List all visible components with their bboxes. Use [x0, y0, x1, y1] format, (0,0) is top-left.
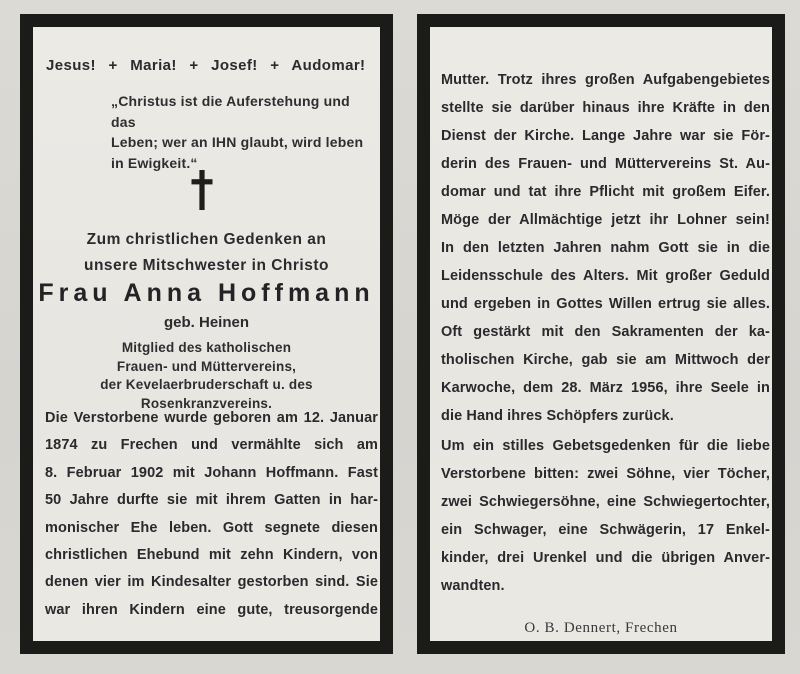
quote-line: in Ewigkeit.“ — [111, 154, 198, 171]
text-line: 50 Jahre durfte sie mit ihrem Gatten in har- — [45, 492, 378, 509]
membership-line: Mitglied des katholischen — [121, 340, 292, 355]
memorial-cross-icon — [189, 170, 215, 210]
text-line: zwei Schwiegersöhne, eine Schwiegertochter, — [441, 494, 770, 510]
maiden-name: geb. Heinen — [163, 314, 249, 331]
text-line: derin des Frauen- und Müttervereins St. Au- — [441, 156, 770, 172]
text-line: Leidensschule des Alters. Mit großer Geduld — [441, 268, 770, 284]
text-line: Dienst der Kirche. Lange Jahre war sie För- — [441, 128, 770, 144]
text-line: denen vier im Kindesalter gestorben sind. Sie — [45, 574, 378, 591]
printer-imprint: O. B. Dennert, Frechen — [524, 620, 678, 636]
text-line: Oft gestärkt mit den Sakramenten der ka- — [441, 324, 770, 340]
text-line: 8. Februar 1902 mit Johann Hoffmann. Fast — [45, 464, 378, 481]
biography-paragraph-left — [45, 405, 378, 624]
scripture-quote — [111, 91, 373, 173]
text-line: Karwoche, dem 28. März 1956, ihre Seele in — [441, 380, 770, 396]
text-line: stellte sie darüber hinaus ihre Kräfte in den — [441, 100, 770, 116]
text-line: tholischen Kirche, gab sie am Mittwoch der — [441, 352, 770, 368]
text-line: Möge der Allmächtige jetzt ihr Lohner sein! — [441, 212, 770, 228]
membership-line: der Kevelaerbruderschaft u. des Rosenkranzvereins. — [100, 377, 313, 411]
biography-paragraph-right — [441, 66, 770, 430]
dedication-lines — [33, 227, 380, 279]
text-line: war ihren Kindern eine gute, treusorgende — [45, 601, 378, 618]
text-line: Mutter. Trotz ihres großen Aufgabengebietes — [441, 72, 770, 88]
text-line: ein Schwager, eine Schwägerin, 17 Enkel- — [441, 522, 770, 538]
right-page — [417, 14, 785, 654]
text-line: 1874 zu Frechen und vermählte sich am — [45, 437, 378, 454]
deceased-name: Frau Anna Hoffmann — [38, 279, 375, 307]
left-page — [20, 14, 393, 654]
membership-line: Frauen- und Müttervereins, — [116, 358, 297, 374]
dedication-line: unsere Mitschwester in Christo — [84, 257, 329, 274]
prayer-request-paragraph — [441, 432, 770, 600]
left-page-inner — [33, 27, 380, 641]
dedication-line: Zum christlichen Gedenken an — [86, 231, 327, 248]
text-line: wandten. — [441, 578, 505, 594]
text-line: und ergeben in Gottes Willen ertrug sie alles. — [441, 296, 770, 312]
text-line: kinder, drei Urenkel und die übrigen Anver- — [441, 550, 770, 566]
membership-lines — [33, 339, 380, 413]
text-line: In den letzten Jahren nahm Gott sie in die — [441, 240, 770, 256]
text-line: Um ein stilles Gebetsgedenken für die liebe — [441, 438, 770, 454]
text-line: monischer Ehe leben. Gott segnete diesen — [45, 519, 378, 536]
quote-line: Leben; wer an IHN glaubt, wird leben — [111, 134, 364, 150]
text-line: domar und tat ihre Pflicht mit großem Eifer. — [441, 184, 770, 200]
text-line: Verstorbene bitten: zwei Söhne, vier Töcher, — [441, 466, 770, 482]
quote-line: „Christus ist die Auferstehung und das — [111, 93, 350, 130]
text-line: die Hand ihres Schöpfers zurück. — [441, 408, 674, 424]
text-line: Die Verstorbene wurde geboren am 12. Januar — [45, 410, 378, 426]
right-page-inner — [430, 27, 772, 641]
text-line: christlichen Ehebund mit zehn Kindern, von — [45, 547, 378, 564]
invocation-line: Jesus! + Maria! + Josef! + Audomar! — [46, 57, 366, 74]
